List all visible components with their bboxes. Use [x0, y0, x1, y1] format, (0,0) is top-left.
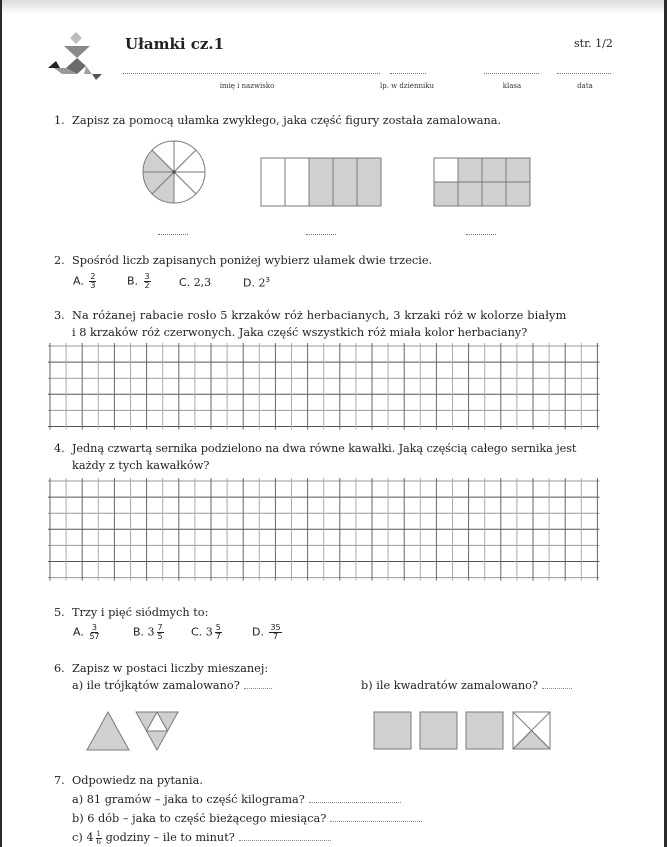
- square-shaded-3: [466, 712, 503, 749]
- rect-part: [261, 158, 285, 206]
- option-letter: C.: [191, 625, 203, 639]
- option-letter: A.: [73, 274, 84, 288]
- numerator: 3: [91, 623, 97, 632]
- denominator: 6: [96, 837, 101, 846]
- option-letter: A.: [73, 625, 84, 639]
- question-7a-text: a) 81 gramów – jaka to część kilograma?: [72, 793, 305, 806]
- answer-field-7c[interactable]: [239, 831, 331, 841]
- square-shaded-2: [420, 712, 457, 749]
- class-label: klasa: [502, 82, 522, 90]
- rect-part: [285, 158, 309, 206]
- numerator: 3: [144, 272, 150, 281]
- denominator: 57: [89, 632, 100, 641]
- answer-field-1b[interactable]: [306, 234, 336, 235]
- triangle-part-bottom: [147, 731, 168, 750]
- question-text: Odpowiedz na pytania.: [72, 774, 203, 787]
- tangram-runner-logo-icon: [46, 30, 106, 82]
- circle-center: [173, 171, 176, 174]
- figure-triangles: [86, 711, 176, 753]
- question-text-line2: każdy z tych kawałków?: [72, 459, 210, 472]
- question-7c: [72, 829, 331, 846]
- date-label: data: [577, 82, 593, 90]
- question-7c-prefix: c) 4: [72, 831, 94, 844]
- answer-field-6b[interactable]: [542, 679, 572, 689]
- answer-field-7a[interactable]: [309, 793, 401, 803]
- fraction: [157, 624, 164, 641]
- option-5b[interactable]: [133, 624, 164, 641]
- option-2c[interactable]: [179, 276, 211, 289]
- question-6a-text: a) ile trójkątów zamalowano?: [72, 679, 240, 692]
- question-6a: [72, 677, 272, 694]
- answer-grid-3[interactable]: [48, 343, 604, 429]
- option-letter: B.: [133, 625, 145, 639]
- question-number: 4.: [54, 442, 65, 455]
- date-field[interactable]: [557, 73, 611, 74]
- question-text: Trzy i pięć siódmych to:: [72, 606, 209, 619]
- numerator: 1: [96, 829, 101, 838]
- question-text-line2: i 8 krzaków róż czerwonych. Jaka część wszystkich róż miała kolor herbaciany?: [72, 326, 528, 339]
- whole-part: 3: [205, 625, 213, 639]
- question-number: 7.: [54, 774, 65, 787]
- rect-part-shaded: [333, 158, 357, 206]
- numerator: 7: [157, 623, 163, 632]
- fraction: [215, 624, 222, 641]
- logo-torso: [64, 46, 90, 58]
- worksheet-title: Ułamki cz.1: [125, 35, 225, 53]
- option-2b[interactable]: [127, 273, 151, 290]
- top-shadow: [2, 0, 664, 14]
- fraction: [144, 273, 151, 290]
- figure-rectangle-eighths: [433, 157, 531, 207]
- question-6b-text: b) ile kwadratów zamalowano?: [361, 679, 539, 692]
- question-number: 3.: [54, 309, 65, 322]
- grid-cell-shaded: [458, 158, 482, 182]
- question-text: Zapisz w postaci liczby mieszanej:: [72, 662, 269, 675]
- question-text: Zapisz za pomocą ułamka zwykłego, jaka część figury została zamalowana.: [72, 114, 502, 127]
- class-field[interactable]: [484, 73, 539, 74]
- grid-cell-shaded: [482, 158, 506, 182]
- denominator: 7: [215, 632, 221, 641]
- question-text-line1: Na różanej rabacie rosło 5 krzaków róż herbacianych, 3 krzaki róż w kolorze białym: [72, 309, 567, 322]
- question-text-line1: Jedną czwartą sernika podzielono na dwa równe kawałki. Jaką częścią całego sernika jest: [72, 442, 577, 455]
- name-field[interactable]: [123, 73, 380, 74]
- answer-field-7b[interactable]: [330, 812, 422, 822]
- triangle-full-shaded: [87, 712, 129, 750]
- question-number: 2.: [54, 254, 65, 267]
- page-number: str. 1/2: [574, 37, 613, 50]
- option-letter: C.: [179, 276, 191, 289]
- square-shaded-1: [374, 712, 411, 749]
- question-text: Spośród liczb zapisanych poniżej wybierz ułamek dwie trzecie.: [72, 254, 433, 267]
- fraction: [89, 624, 99, 641]
- question-4: [54, 440, 576, 474]
- grid-cell: [434, 158, 458, 182]
- option-5d[interactable]: [252, 624, 282, 641]
- logo-foot-left: [48, 61, 60, 68]
- question-6b: [361, 677, 572, 694]
- question-2: [54, 252, 432, 269]
- grid-cell-shaded: [506, 182, 530, 206]
- option-5a[interactable]: [73, 624, 100, 641]
- question-number: 6.: [54, 662, 65, 675]
- grid-cell-shaded: [482, 182, 506, 206]
- option-2a[interactable]: [73, 273, 96, 290]
- numerator: 5: [215, 623, 221, 632]
- option-letter: D.: [252, 625, 264, 639]
- question-7a: [72, 791, 401, 808]
- class-number-field[interactable]: [390, 73, 426, 74]
- question-7c-suffix: godziny – ile to minut?: [105, 831, 235, 844]
- fraction: [96, 831, 102, 846]
- denominator: 5: [157, 632, 163, 641]
- answer-field-1c[interactable]: [466, 234, 496, 235]
- answer-field-1a[interactable]: [158, 234, 188, 235]
- rect-part-shaded: [309, 158, 333, 206]
- question-number: 5.: [54, 606, 65, 619]
- grid-cell-shaded: [506, 158, 530, 182]
- grid-cell-shaded: [434, 182, 458, 206]
- denominator: 3: [90, 281, 96, 290]
- option-letter: D.: [243, 276, 255, 290]
- question-number: 1.: [54, 114, 65, 127]
- fraction: [89, 273, 96, 290]
- figure-circle-eighths: [141, 139, 207, 205]
- power-base: 2: [258, 276, 266, 290]
- question-5: [54, 604, 208, 621]
- figure-rectangle-fifths: [260, 157, 382, 207]
- grid-cell-shaded: [458, 182, 482, 206]
- denominator: 2: [144, 281, 150, 290]
- name-label: imię i nazwisko: [219, 82, 275, 90]
- numerator: 2: [90, 272, 96, 281]
- logo-head: [70, 32, 82, 44]
- question-3: [54, 307, 566, 341]
- question-7b: [72, 810, 422, 827]
- numerator: 35: [270, 623, 281, 632]
- answer-grid-4[interactable]: [48, 478, 604, 592]
- option-value: 2,3: [193, 276, 212, 289]
- class-number-label: lp. w dzienniku: [380, 82, 434, 90]
- question-1: [54, 112, 501, 129]
- question-6: [54, 660, 268, 677]
- power-exponent: 3: [265, 276, 270, 284]
- option-5c[interactable]: [191, 624, 222, 641]
- option-2d[interactable]: [243, 276, 270, 290]
- figure-squares: [373, 711, 553, 751]
- question-7b-text: b) 6 dób – jaka to część bieżącego miesiąca?: [72, 812, 327, 825]
- whole-part: 3: [147, 625, 155, 639]
- fraction: [269, 624, 281, 641]
- logo-foot-right: [92, 74, 102, 80]
- denominator: 7: [273, 632, 279, 641]
- rect-part-shaded: [357, 158, 381, 206]
- question-7: [54, 772, 203, 789]
- answer-field-6a[interactable]: [244, 679, 272, 689]
- worksheet-page: [2, 0, 664, 847]
- logo-leg-right: [84, 66, 92, 74]
- option-letter: B.: [127, 274, 139, 288]
